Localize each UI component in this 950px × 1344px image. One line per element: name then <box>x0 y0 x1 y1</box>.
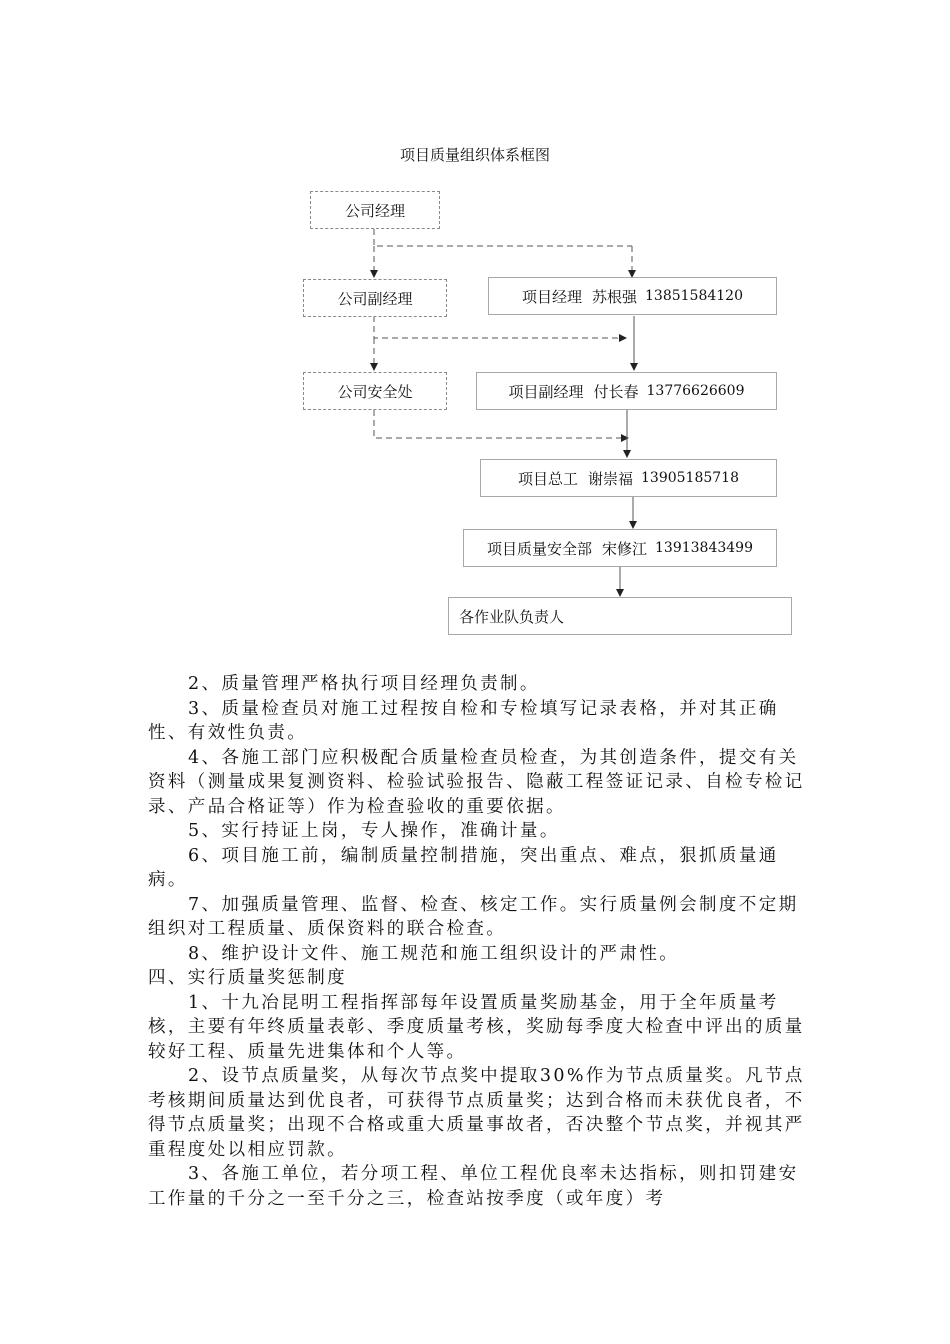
safety-dept-label: 公司安全处 <box>337 382 413 401</box>
project-deputy-name: 付长春 <box>593 382 639 401</box>
project-deputy-title: 项目副经理 <box>508 382 584 401</box>
chief-engineer-box <box>480 459 777 497</box>
section-heading: 四、实行质量奖惩制度 <box>148 968 347 988</box>
quality-dept-phone: 13913843499 <box>655 540 753 556</box>
quality-dept-name: 宋修江 <box>602 539 648 558</box>
paragraph: 2、质量管理严格执行项目经理负责制。 <box>188 674 540 694</box>
paragraph: 2、设节点质量奖，从每次节点奖中提取30%作为节点质量奖。凡节点考核期间质量达到优良者，可获得节点质量奖；达到合格而未获优良者，不得节点质量奖；出现不合格或重大质量事故者，否决整个节点奖，并视其严重程度处以相应罚款。 <box>148 1066 805 1160</box>
paragraph: 4、各施工部门应积极配合质量检查员检查，为其创造条件，提交有关资料（测量成果复测资料、检验试验报告、隐蔽工程签证记录、自检专检记录、产品合格证等）作为检查验收的重要依据。 <box>148 747 805 817</box>
paragraph: 1、十九冶昆明工程指挥部每年设置质量奖励基金，用于全年质量考核，主要有年终质量表彰、季度质量考核，奖励每季度大检查中评出的质量较好工程、质量先进集体和个人等。 <box>148 992 805 1062</box>
quality-dept-title: 项目质量安全部 <box>486 539 592 558</box>
company-manager-box <box>310 191 440 229</box>
safety-dept-box <box>303 372 447 410</box>
team-leaders-label: 各作业队负责人 <box>459 607 565 626</box>
chief-engineer-name: 谢崇福 <box>588 469 634 488</box>
paragraph: 7、加强质量管理、监督、检查、核定工作。实行质量例会制度不定期组织对工程质量、质保资料的联合检查。 <box>148 894 799 939</box>
project-manager-name: 苏根强 <box>592 287 638 306</box>
team-leaders-box <box>448 597 792 635</box>
paragraph: 6、项目施工前，编制质量控制措施，突出重点、难点，狠抓质量通病。 <box>148 845 779 890</box>
quality-dept-box <box>463 529 777 567</box>
paragraph: 8、维护设计文件、施工规范和施工组织设计的严肃性。 <box>188 943 680 964</box>
deputy-manager-label: 公司副经理 <box>337 289 413 308</box>
chart-title: 项目质量组织体系框图 <box>399 146 550 164</box>
project-deputy-phone: 13776626609 <box>646 383 745 399</box>
project-manager-box <box>488 277 777 315</box>
chief-engineer-phone: 13905185718 <box>641 470 739 486</box>
project-deputy-box <box>476 372 777 410</box>
body-text <box>148 672 808 1211</box>
paragraph: 3、各施工单位，若分项工程、单位工程优良率未达指标，则扣罚建安工作量的千分之一至千分之三，检查站按季度（或年度）考 <box>148 1164 799 1209</box>
paragraph: 3、质量检查员对施工过程按自检和专检填写记录表格，并对其正确性、有效性负责。 <box>148 698 779 743</box>
company-manager-label: 公司经理 <box>344 201 405 220</box>
project-manager-title: 项目经理 <box>521 287 582 306</box>
chief-engineer-title: 项目总工 <box>517 469 578 488</box>
deputy-manager-box <box>303 279 447 317</box>
project-manager-phone: 13851584120 <box>645 288 743 304</box>
paragraph: 5、实行持证上岗，专人操作，准确计量。 <box>188 821 560 841</box>
